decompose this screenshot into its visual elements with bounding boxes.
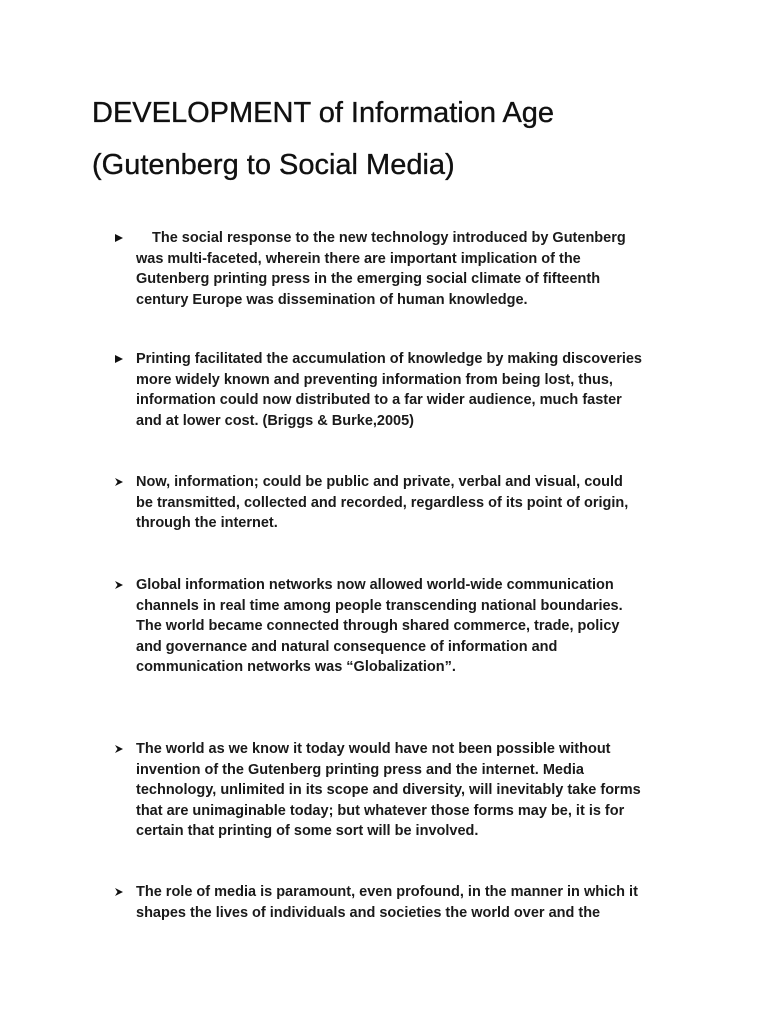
filled-triangle-icon (114, 233, 124, 243)
bullet-text: Now, information; could be public and private, verbal and visual, could be transmitted, collected and recorded, regardless of its point of origin, through the internet. (136, 474, 629, 531)
filled-triangle-icon (114, 354, 124, 364)
outline-arrowhead-icon (114, 477, 124, 487)
bullet-text: The world as we know it today would have not been possible without invention of the Gutenberg printing press and the internet. Media technology, unlimited in its scope and diversity, will inevitably take forms that are unimaginable today; but whatever those forms may be, it is for certain that printing of some sort will be involved. (136, 741, 641, 839)
outline-arrowhead-icon (114, 887, 124, 897)
bullet-item (114, 472, 674, 534)
bullet-item (114, 228, 674, 310)
document-subtitle: (Gutenberg to Social Media) (92, 149, 455, 181)
bullet-item (114, 349, 674, 431)
outline-arrowhead-icon (114, 580, 124, 590)
bullet-text: The role of media is paramount, even profound, in the manner in which it shapes the lives of individuals and societies the world over and the (136, 884, 638, 921)
bullet-text: Global information networks now allowed world-wide communication channels in real time among people transcending national boundaries. The world became connected through shared commerce, trade, policy and governance and natural consequence of information and communication networks was “Globalization”. (136, 577, 623, 675)
bullet-item (114, 739, 674, 842)
bullet-item (114, 575, 674, 678)
outline-arrowhead-icon (114, 744, 124, 754)
bullet-text: The social response to the new technology introduced by Gutenberg was multi-faceted, wherein there are important implication of the Gutenberg printing press in the emerging social climate of fifteenth century Europe was dissemination of human knowledge. (136, 230, 626, 308)
bullet-item (114, 882, 674, 923)
document-title: DEVELOPMENT of Information Age (92, 97, 555, 129)
bullet-text: Printing facilitated the accumulation of knowledge by making discoveries more widely known and preventing information from being lost, thus, information could now distributed to a far wider audience, much faster and at lower cost. (Briggs & Burke,2005) (136, 351, 642, 429)
